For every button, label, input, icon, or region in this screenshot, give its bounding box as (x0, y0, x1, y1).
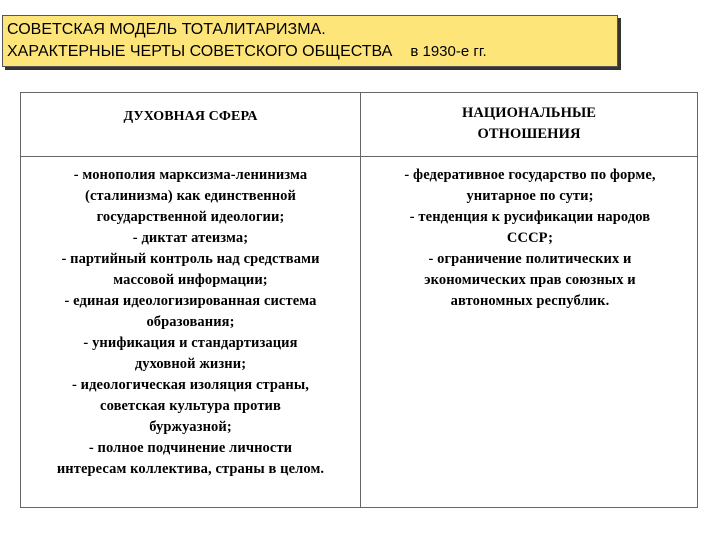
spiritual-line: - диктат атеизма; (132, 230, 249, 246)
national-line: автономных республик. (450, 293, 610, 309)
header-national-relations-line-1: НАЦИОНАЛЬНЫЕ (461, 105, 597, 121)
spiritual-line: - идеологическая изоляция страны, (71, 377, 309, 393)
spiritual-line: государственной идеологии; (96, 209, 285, 225)
title-year: в 1930-е гг. (410, 43, 487, 60)
spiritual-line: массовой информации; (113, 272, 268, 288)
header-national-relations (361, 93, 697, 157)
title-line-1: СОВЕТСКАЯ МОДЕЛЬ ТОТАЛИТАРИЗМА. (7, 21, 326, 38)
header-spiritual-sphere-text: ДУХОВНАЯ СФЕРА (123, 109, 258, 124)
national-line: унитарное по сути; (466, 188, 594, 204)
national-line: СССР; (506, 230, 554, 246)
national-relations-content (361, 157, 697, 507)
spiritual-line: образования; (146, 314, 235, 330)
national-line: - тенденция к русификации народов (409, 209, 651, 225)
national-line: - ограничение политических и (428, 251, 632, 267)
spiritual-line: советская культура против (100, 398, 281, 414)
title-line-2: ХАРАКТЕРНЫЕ ЧЕРТЫ СОВЕТСКОГО ОБЩЕСТВА (7, 43, 393, 60)
national-line: - федеративное государство по форме, (404, 167, 656, 183)
spiritual-line: (сталинизма) как единственной (85, 188, 296, 204)
comparison-table (20, 92, 698, 508)
header-national-relations-line-2: ОТНОШЕНИЯ (477, 126, 581, 142)
spiritual-line: - партийный контроль над средствами (61, 251, 320, 267)
spiritual-line: буржуазной; (149, 419, 232, 435)
spiritual-line: духовной жизни; (134, 356, 247, 372)
header-spiritual-sphere (21, 93, 361, 157)
spiritual-line: - полное подчинение личности (88, 440, 293, 456)
spiritual-line: интересам коллектива, страны в целом. (56, 461, 325, 477)
spiritual-line: - единая идеологизированная система (64, 293, 317, 309)
spiritual-line: - унификация и стандартизация (83, 335, 298, 351)
spiritual-line: - монополия марксизма-ленинизма (73, 167, 308, 183)
title-line-2-row (7, 41, 617, 63)
title-banner (2, 15, 618, 67)
national-line: экономических прав союзных и (424, 272, 636, 288)
spiritual-sphere-content (21, 157, 361, 507)
